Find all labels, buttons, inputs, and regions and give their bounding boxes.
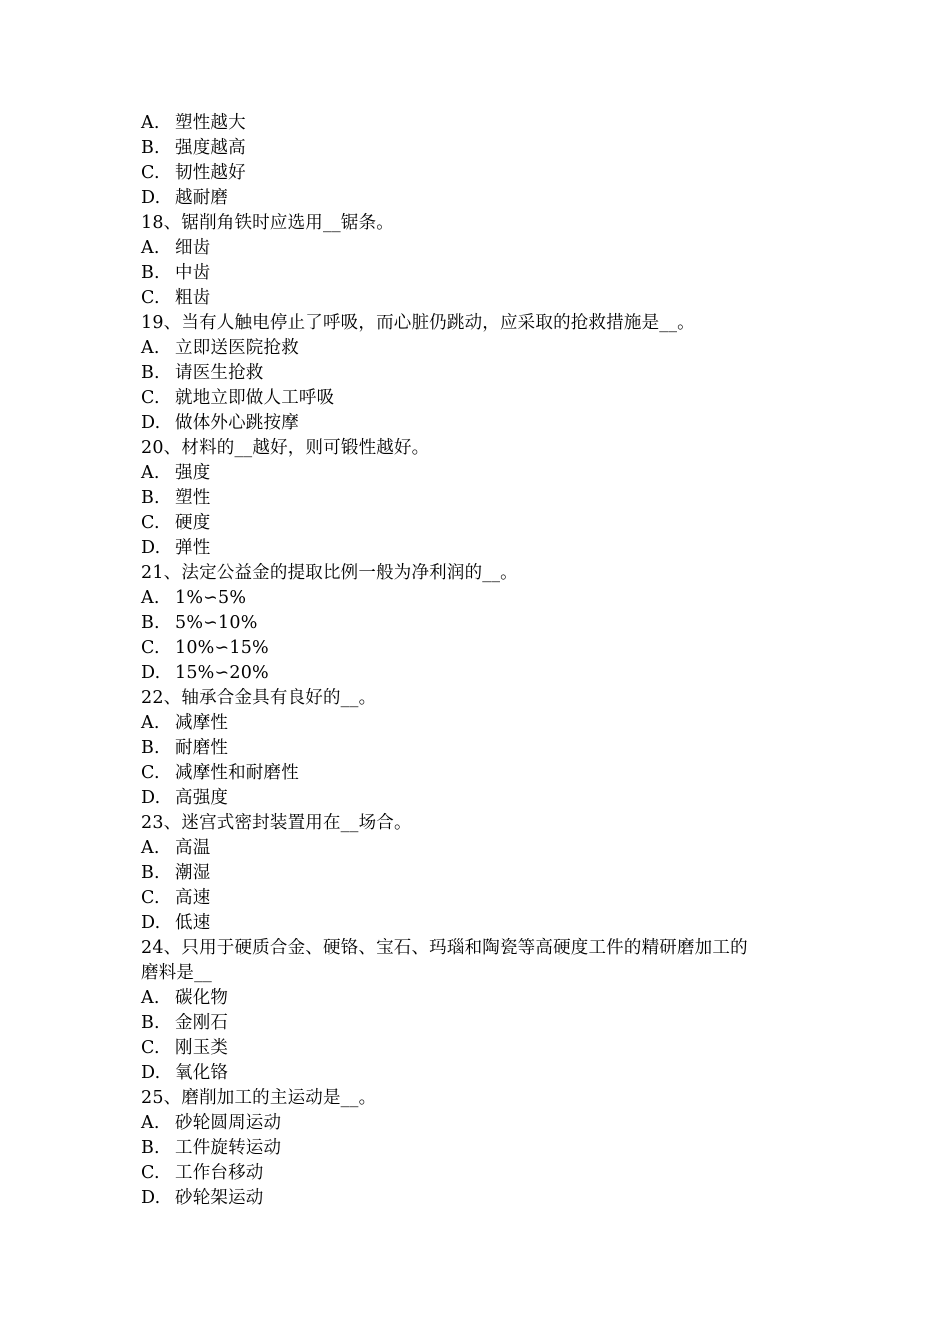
question-text: 23、迷宫式密封装置用在__场合。 [141, 813, 412, 833]
answer-option [141, 986, 821, 1011]
answer-option [141, 511, 821, 536]
option-letter: D. [141, 1063, 161, 1083]
answer-option [141, 261, 821, 286]
answer-option [141, 861, 821, 886]
option-text: 刚玉类 [175, 1038, 229, 1058]
option-letter: C. [141, 513, 160, 533]
question-text: 18、锯削角铁时应选用__锯条。 [141, 213, 394, 233]
option-letter: A. [141, 338, 160, 358]
question-text: 24、只用于硬质合金、硬铬、宝石、玛瑙和陶瓷等高硬度工件的精研磨加工的 [141, 938, 748, 958]
option-text: 氧化铬 [175, 1063, 229, 1083]
question-text: 磨料是__ [141, 963, 212, 983]
option-letter: A. [141, 1113, 160, 1133]
option-letter: A. [141, 713, 160, 733]
option-letter: B. [141, 863, 160, 883]
option-letter: B. [141, 1013, 160, 1033]
option-text: 5%∽10% [175, 613, 258, 633]
option-letter: A. [141, 588, 160, 608]
option-text: 高温 [175, 838, 211, 858]
option-letter: B. [141, 138, 160, 158]
option-text: 塑性 [175, 488, 211, 508]
answer-option [141, 1161, 821, 1186]
option-text: 15%∽20% [175, 663, 269, 683]
option-text: 弹性 [175, 538, 211, 558]
option-letter: D. [141, 663, 161, 683]
option-letter: B. [141, 738, 160, 758]
option-letter: A. [141, 463, 160, 483]
option-letter: A. [141, 988, 160, 1008]
option-text: 减摩性 [175, 713, 229, 733]
answer-option [141, 361, 821, 386]
answer-option [141, 836, 821, 861]
question-text: 21、法定公益金的提取比例一般为净利润的__。 [141, 563, 518, 583]
answer-option [141, 736, 821, 761]
option-text: 潮湿 [175, 863, 211, 883]
option-text: 强度 [175, 463, 211, 483]
answer-option [141, 286, 821, 311]
option-letter: D. [141, 188, 161, 208]
answer-option [141, 536, 821, 561]
question-text: 20、材料的__越好，则可锻性越好。 [141, 438, 430, 458]
answer-option [141, 911, 821, 936]
answer-option [141, 161, 821, 186]
option-letter: B. [141, 363, 160, 383]
option-letter: D. [141, 413, 161, 433]
answer-option [141, 136, 821, 161]
option-letter: C. [141, 288, 160, 308]
option-text: 强度越高 [175, 138, 246, 158]
option-text: 低速 [175, 913, 211, 933]
option-letter: C. [141, 638, 160, 658]
option-text: 砂轮圆周运动 [175, 1113, 282, 1133]
option-letter: C. [141, 1038, 160, 1058]
option-text: 高速 [175, 888, 211, 908]
option-letter: C. [141, 163, 160, 183]
option-text: 做体外心跳按摩 [175, 413, 299, 433]
option-letter: D. [141, 538, 161, 558]
answer-option [141, 636, 821, 661]
option-letter: C. [141, 1163, 160, 1183]
option-letter: B. [141, 488, 160, 508]
answer-option [141, 1011, 821, 1036]
answer-option [141, 1061, 821, 1086]
answer-option [141, 236, 821, 261]
answer-option [141, 661, 821, 686]
answer-option [141, 761, 821, 786]
option-letter: A. [141, 838, 160, 858]
question-text: 19、当有人触电停止了呼吸，而心脏仍跳动，应采取的抢救措施是__。 [141, 313, 695, 333]
answer-option [141, 1111, 821, 1136]
answer-option [141, 886, 821, 911]
answer-option [141, 186, 821, 211]
option-letter: A. [141, 238, 160, 258]
option-text: 塑性越大 [175, 113, 246, 133]
answer-option [141, 1186, 821, 1211]
option-letter: B. [141, 1138, 160, 1158]
option-text: 耐磨性 [175, 738, 229, 758]
option-text: 立即送医院抢救 [175, 338, 299, 358]
option-letter: D. [141, 913, 161, 933]
option-text: 请医生抢救 [175, 363, 264, 383]
option-text: 中齿 [175, 263, 211, 283]
option-text: 减摩性和耐磨性 [175, 763, 299, 783]
option-letter: A. [141, 113, 160, 133]
option-text: 高强度 [175, 788, 229, 808]
option-letter: C. [141, 763, 160, 783]
answer-option [141, 336, 821, 361]
option-text: 1%∽5% [175, 588, 247, 608]
answer-option [141, 1036, 821, 1061]
option-text: 工作台移动 [175, 1163, 264, 1183]
option-letter: D. [141, 788, 161, 808]
option-text: 金刚石 [175, 1013, 229, 1033]
question-text: 25、磨削加工的主运动是__。 [141, 1088, 377, 1108]
answer-option [141, 611, 821, 636]
answer-option [141, 586, 821, 611]
question-list [141, 111, 821, 1211]
answer-option [141, 711, 821, 736]
option-text: 碳化物 [175, 988, 229, 1008]
option-text: 硬度 [175, 513, 211, 533]
option-letter: B. [141, 263, 160, 283]
answer-option [141, 461, 821, 486]
option-letter: C. [141, 888, 160, 908]
option-text: 砂轮架运动 [175, 1188, 264, 1208]
option-letter: C. [141, 388, 160, 408]
answer-option [141, 111, 821, 136]
answer-option [141, 1136, 821, 1161]
answer-option [141, 411, 821, 436]
option-letter: B. [141, 613, 160, 633]
answer-option [141, 386, 821, 411]
option-letter: D. [141, 1188, 161, 1208]
option-text: 工件旋转运动 [175, 1138, 282, 1158]
option-text: 10%∽15% [175, 638, 269, 658]
option-text: 越耐磨 [175, 188, 229, 208]
option-text: 韧性越好 [175, 163, 246, 183]
option-text: 细齿 [175, 238, 211, 258]
answer-option [141, 786, 821, 811]
option-text: 就地立即做人工呼吸 [175, 388, 335, 408]
option-text: 粗齿 [175, 288, 211, 308]
question-text: 22、轴承合金具有良好的__。 [141, 688, 377, 708]
answer-option [141, 486, 821, 511]
